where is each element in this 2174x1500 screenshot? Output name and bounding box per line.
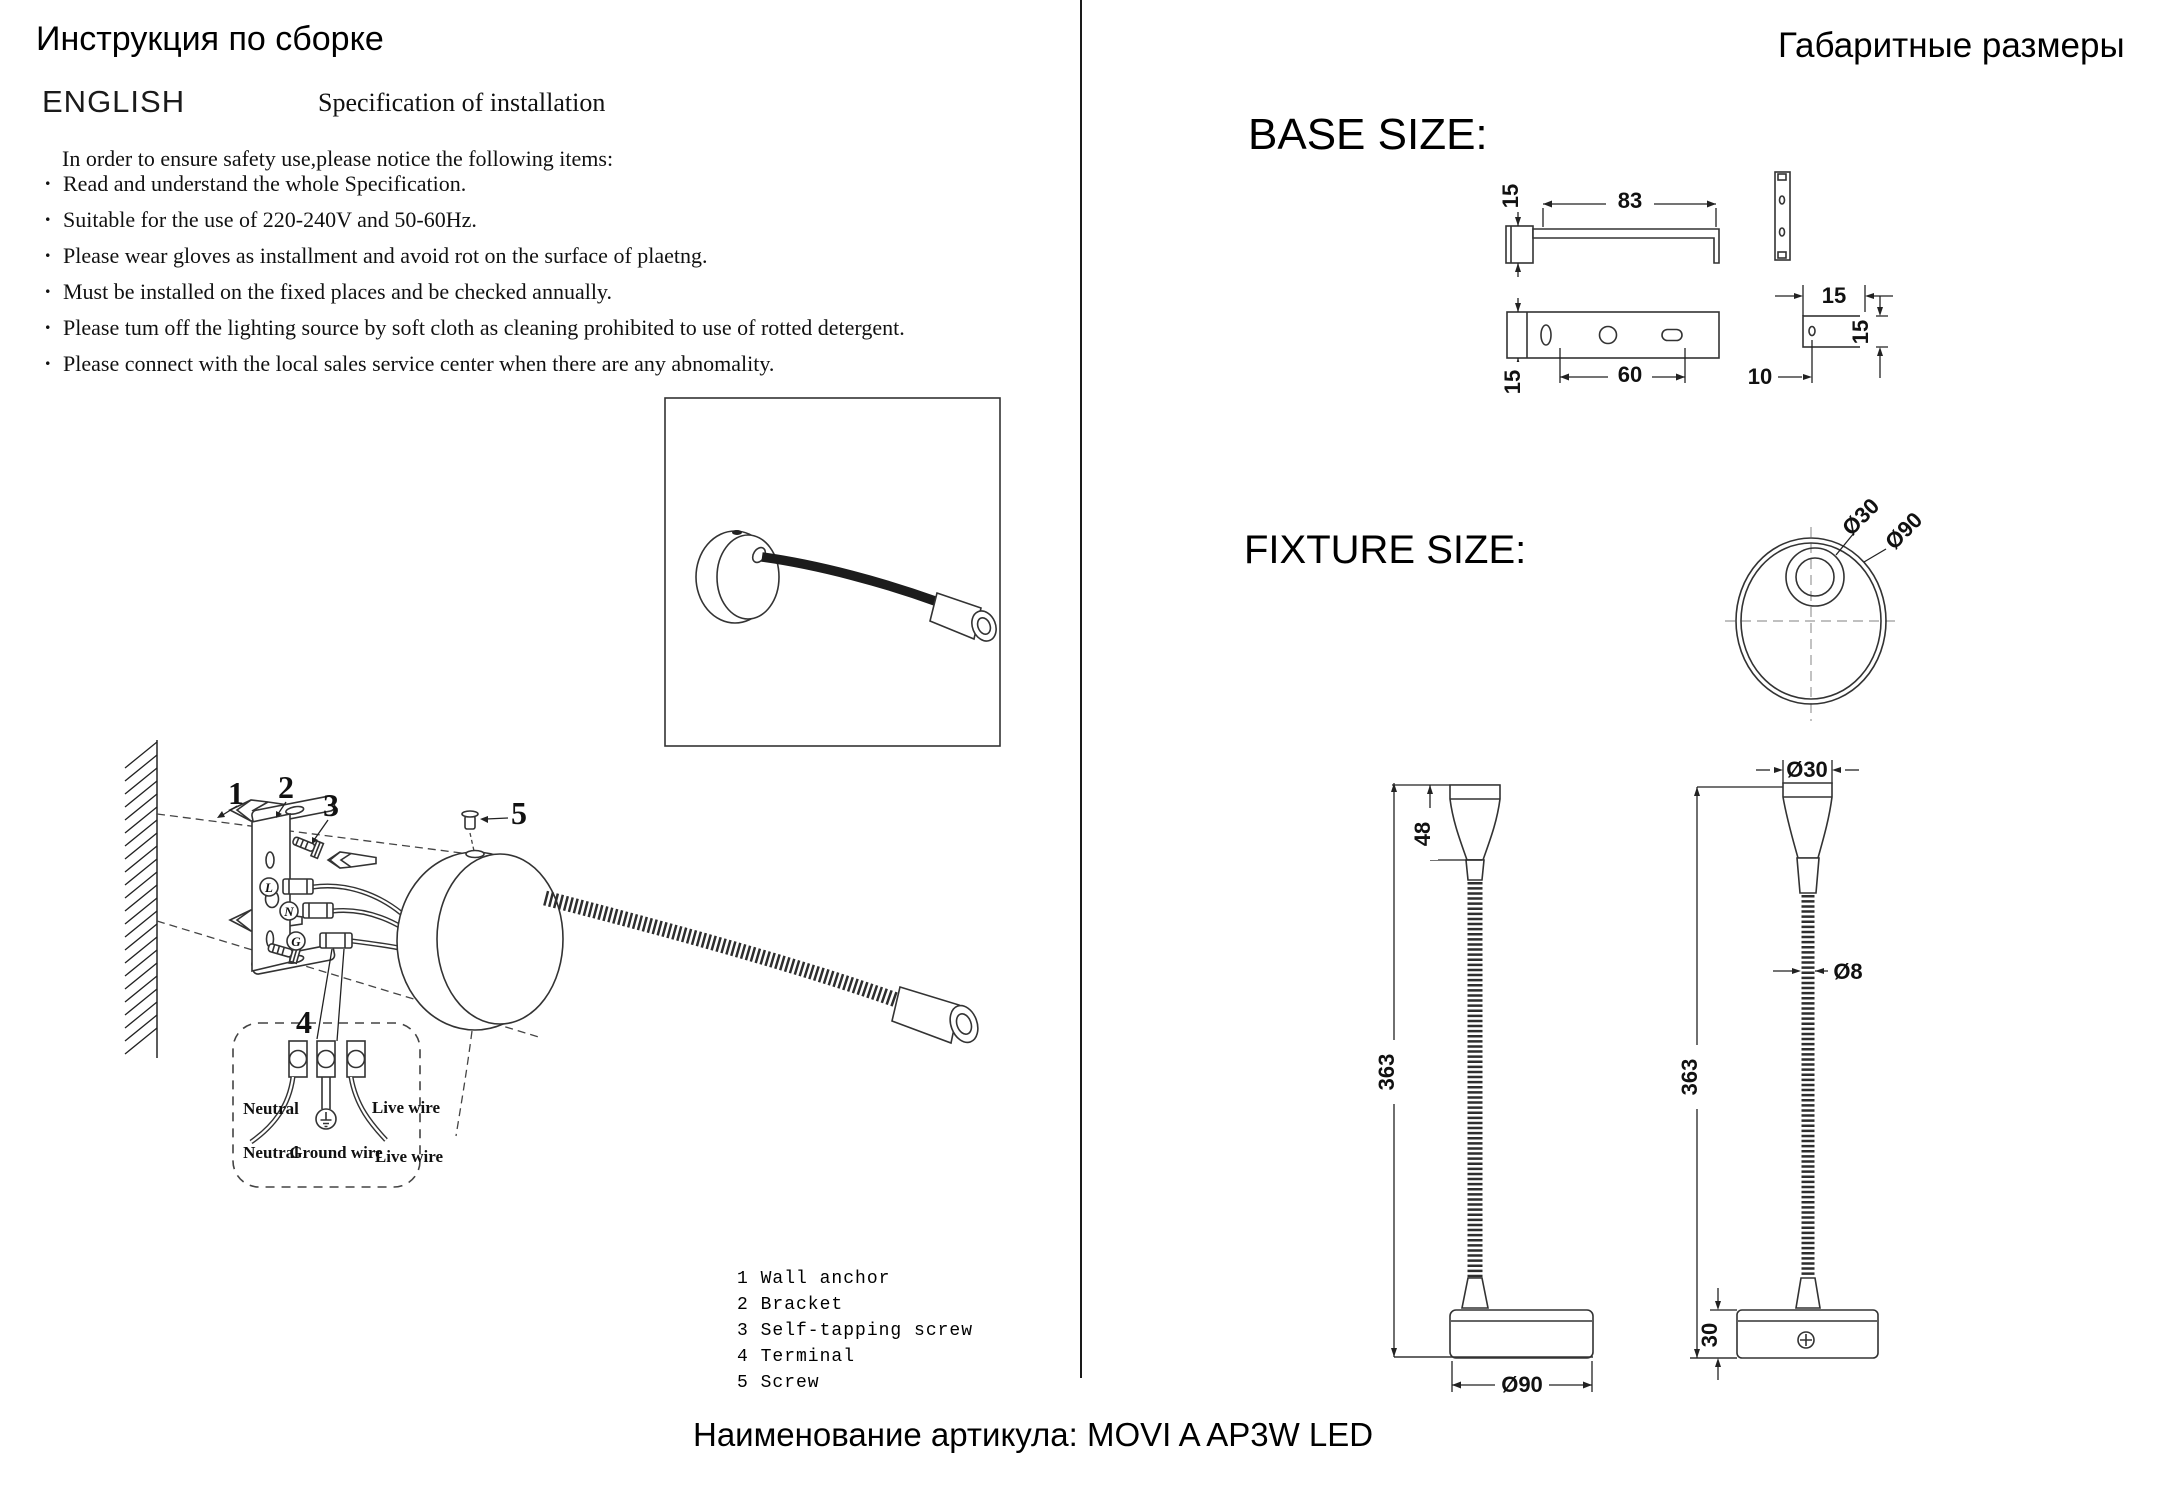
terminal-letter-l: L [265,880,273,895]
dim-fixture-right-total: 363 [1677,1058,1702,1096]
dim-fixture-head-length: 48 [1410,821,1435,847]
flex-arm-drawing [545,898,983,1046]
dim-fixture-base-height: 30 [1697,1322,1722,1348]
dim-fixture-left-total: 363 [1374,1053,1399,1091]
safety-items-list [45,166,1055,382]
page-divider [1080,0,1082,1378]
article-name: Наименование артикула: MOVI A AP3W LED [693,1416,1374,1453]
base-small-end-drawing [1748,283,1893,389]
wiring-label-neutral-top: Neutral [243,1099,299,1118]
dim-base-bracket-length: 83 [1617,188,1643,213]
dim-fixture-base-dia: Ø90 [1501,1372,1543,1397]
self-tapping-screw-drawing [291,833,376,868]
dim-base-hole-spacing: 60 [1617,362,1643,387]
terminal-leader-lines [317,949,344,1041]
safety-item: . Read and understand the whole Specification. [45,166,1055,202]
intro-line: In order to ensure safety use,please notice the following items: [62,146,614,171]
base-end-view-drawing [1775,172,1790,260]
dim-base-plate-width: 15 [1500,369,1525,395]
page-title-left: Инструкция по сборке [36,20,384,58]
wiring-label-live-top: Live wire [371,1098,441,1117]
dim-fixture-arm-dia: Ø8 [1833,959,1863,984]
parts-list-item: 1 Wall anchor [737,1269,891,1289]
safety-item: . Suitable for the use of 220-240V and 50-60Hz. [45,202,1055,238]
dim-base-bracket-height: 15 [1498,183,1523,209]
callout-5: 5 [511,795,527,831]
fixture-size-heading: FIXTURE SIZE: [1244,528,1527,572]
spec-heading: Specification of installation [318,88,606,117]
parts-list-item: 4 Terminal [737,1347,856,1367]
dim-fixture-top-base-dia: Ø90 [1880,507,1928,555]
fixture-side-left-drawing [1374,783,1593,1397]
lamp-leader-dashed [456,1031,472,1136]
callout-1: 1 [228,775,244,811]
base-profile-drawing [1498,184,1719,277]
dim-base-end-width: 15 [1821,283,1847,308]
safety-item: . Must be installed on the fixed places and be checked annually. [45,274,1055,310]
wiring-label-neutral-bottom: Neutral [243,1143,299,1162]
fixture-side-right-drawing [1677,757,1878,1380]
page-title-right: Габаритные размеры [1778,26,2125,65]
dim-fixture-side-head-dia: Ø30 [1786,757,1828,782]
wiring-label-ground: Ground wire [289,1143,383,1162]
terminal-letter-g: G [291,934,301,949]
dimension-drawings [1200,100,2174,1500]
dim-base-hole-offset: 10 [1747,364,1773,389]
fixture-top-view-drawing [1725,493,1927,721]
parts-list-item: 2 Bracket [737,1295,844,1315]
language-heading: ENGLISH [42,84,186,119]
dim-fixture-top-head-dia: Ø30 [1837,493,1885,541]
base-top-view-drawing [1500,298,1719,402]
safety-item: . Please connect with the local sales service center when there are any abnomality. [45,346,1055,382]
callout-3: 3 [323,787,339,823]
wiring-detail [233,1023,444,1187]
parts-list-item: 5 Screw [737,1373,820,1393]
parts-list [737,1266,973,1396]
lamp-body-drawing [397,851,563,1031]
wall-hatch [125,740,157,1058]
callout-2: 2 [278,769,294,805]
inset-assembled-lamp [665,398,1000,746]
safety-item: . Please tum off the lighting source by soft cloth as cleaning prohibited to use of rotted detergent. [45,310,1055,346]
safety-item: . Please wear gloves as installment and avoid rot on the surface of plaetng. [45,238,1055,274]
base-size-heading: BASE SIZE: [1248,110,1488,159]
top-screw-drawing [462,811,478,851]
parts-list-item: 3 Self-tapping screw [737,1321,974,1341]
terminal-letter-n: N [284,904,294,919]
dim-base-end-height: 15 [1848,319,1873,345]
wiring-label-live-bottom: Live wire [374,1147,444,1166]
callout-4: 4 [296,1004,312,1040]
